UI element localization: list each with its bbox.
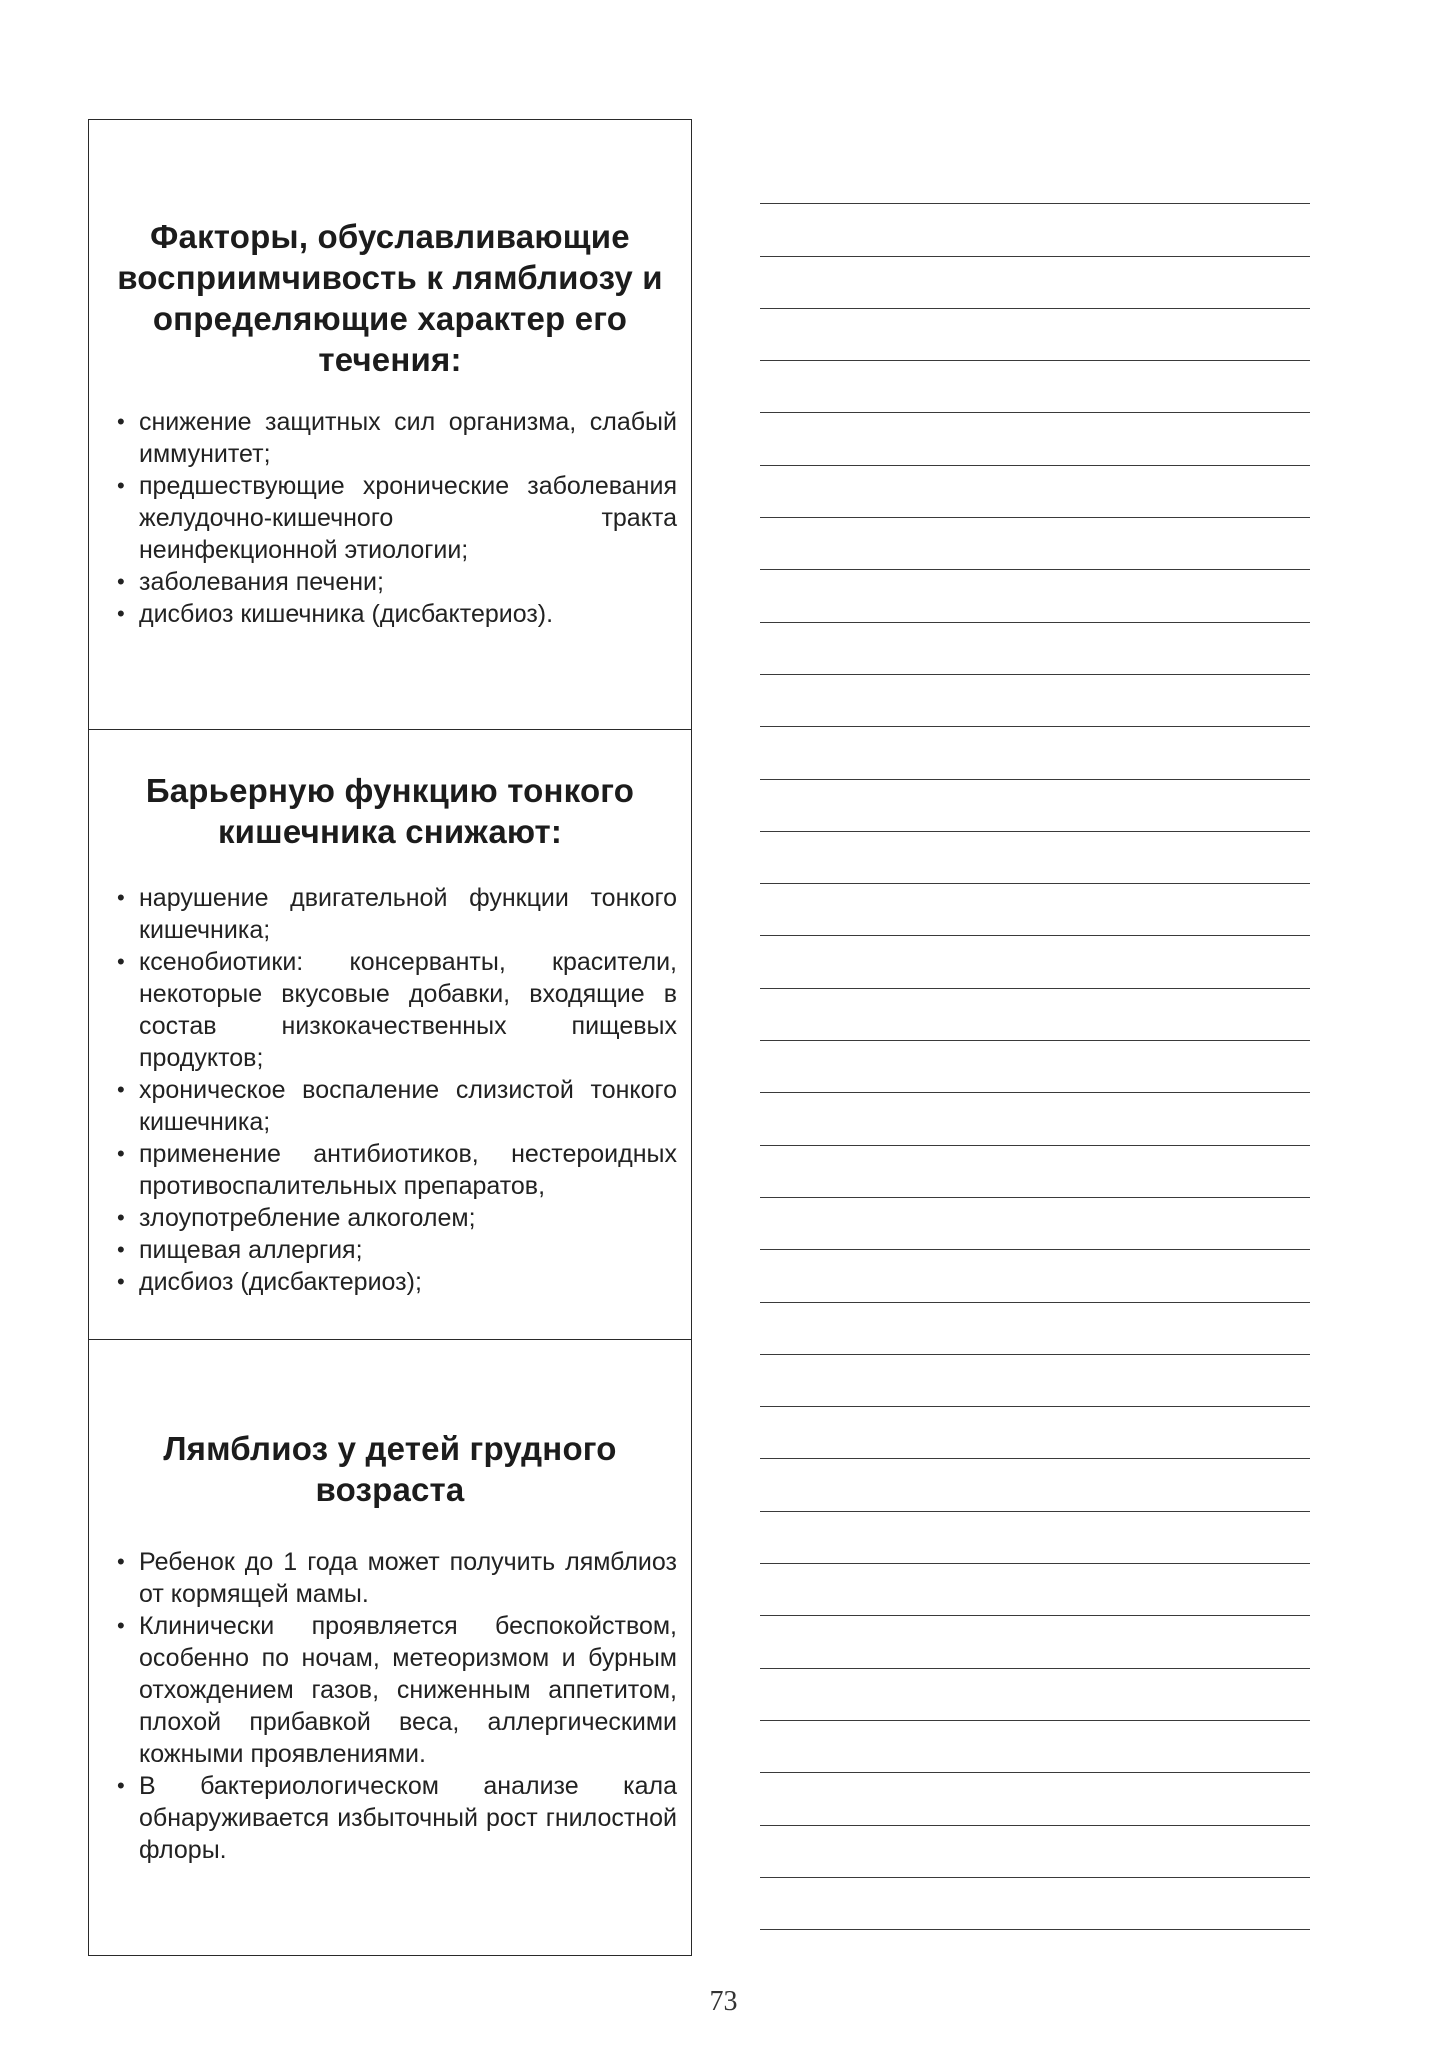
bullet-icon: • xyxy=(117,473,125,498)
list-item: • пищевая аллергия; xyxy=(117,1236,363,1264)
list-item: • злоупотребление алкоголем; xyxy=(117,1204,476,1232)
bullet-icon: • xyxy=(117,1549,125,1574)
list-item: • применение антибиотиков, нестероидных противоспалительных препаратов, xyxy=(117,1140,677,1200)
bullet-icon: • xyxy=(117,1077,125,1102)
note-line xyxy=(760,1041,1310,1093)
note-line xyxy=(760,257,1310,309)
note-line xyxy=(760,1512,1310,1564)
note-line xyxy=(760,1093,1310,1145)
section-title: Факторы, обуславливающие восприимчивость к лямблиозу и определяющие характер его течения: xyxy=(117,218,663,378)
bullet-icon: • xyxy=(117,949,125,974)
note-line xyxy=(760,1564,1310,1616)
note-line xyxy=(760,1669,1310,1721)
note-line xyxy=(760,309,1310,361)
section-title: Лямблиоз у детей грудного возраста xyxy=(163,1430,617,1508)
note-line xyxy=(760,727,1310,779)
note-line xyxy=(760,1303,1310,1355)
note-line xyxy=(760,623,1310,675)
note-line xyxy=(760,361,1310,413)
note-line xyxy=(760,152,1310,204)
section-infant-giardiasis xyxy=(89,1340,691,1957)
note-line xyxy=(760,413,1310,465)
section-barrier-function xyxy=(89,730,691,1340)
note-line xyxy=(760,518,1310,570)
list-item: • хроническое воспаление слизистой тонкого кишечника; xyxy=(117,1076,677,1136)
note-line xyxy=(760,989,1310,1041)
bullet-icon: • xyxy=(117,1269,125,1294)
list-item: • нарушение двигательной функции тонкого кишечника; xyxy=(117,884,677,944)
note-line xyxy=(760,570,1310,622)
note-lines xyxy=(760,152,1310,1930)
note-line xyxy=(760,1250,1310,1302)
note-line xyxy=(760,1459,1310,1511)
note-line xyxy=(760,204,1310,256)
list-item: • предшествующие хронические заболевания желудочно-кишечного тракта неинфекционной этиологии; xyxy=(117,472,677,564)
note-line xyxy=(760,1826,1310,1878)
note-line xyxy=(760,884,1310,936)
note-line xyxy=(760,1355,1310,1407)
bullet-icon: • xyxy=(117,1141,125,1166)
bullet-icon: • xyxy=(117,885,125,910)
list-item: • дисбиоз кишечника (дисбактериоз). xyxy=(117,600,554,628)
note-line xyxy=(760,466,1310,518)
list-item: • снижение защитных сил организма, слабый иммунитет; xyxy=(117,408,677,468)
page-number: 73 xyxy=(709,1986,738,2017)
section-title: Барьерную функцию тонкого кишечника снижают: xyxy=(145,772,635,850)
bullet-icon: • xyxy=(117,1237,125,1262)
list-item: • дисбиоз (дисбактериоз); xyxy=(117,1268,422,1296)
note-line xyxy=(760,1198,1310,1250)
bullet-icon: • xyxy=(117,409,125,434)
note-line xyxy=(760,675,1310,727)
note-line xyxy=(760,1616,1310,1668)
section-susceptibility-factors xyxy=(89,120,691,730)
bullet-list xyxy=(103,406,677,630)
content-box xyxy=(88,119,692,1956)
note-line xyxy=(760,1721,1310,1773)
bullet-list xyxy=(103,1546,677,1866)
list-item: • В бактериологическом анализе кала обнаруживается избыточный рост гнилостной флоры. xyxy=(117,1772,677,1864)
note-line xyxy=(760,1878,1310,1930)
list-item: • Клинически проявляется беспокойством, особенно по ночам, метеоризмом и бурным отхождением газов, сниженным аппетитом, плохой прибавкой веса, аллергическими кожными проявлениями. xyxy=(117,1612,677,1768)
bullet-icon: • xyxy=(117,601,125,626)
list-item: • ксенобиотики: консерванты, красители, некоторые вкусовые добавки, входящие в состав низкокачественных пищевых продуктов; xyxy=(117,948,677,1072)
list-item: • заболевания печени; xyxy=(117,568,384,596)
bullet-icon: • xyxy=(117,569,125,594)
bullet-icon: • xyxy=(117,1773,125,1798)
note-line xyxy=(760,1773,1310,1825)
list-item: • Ребенок до 1 года может получить лямблиоз от кормящей мамы. xyxy=(117,1548,677,1608)
bullet-list xyxy=(103,882,677,1298)
bullet-icon: • xyxy=(117,1613,125,1638)
note-line xyxy=(760,780,1310,832)
note-line xyxy=(760,832,1310,884)
note-line xyxy=(760,1407,1310,1459)
note-line xyxy=(760,936,1310,988)
bullet-icon: • xyxy=(117,1205,125,1230)
note-line xyxy=(760,1146,1310,1198)
